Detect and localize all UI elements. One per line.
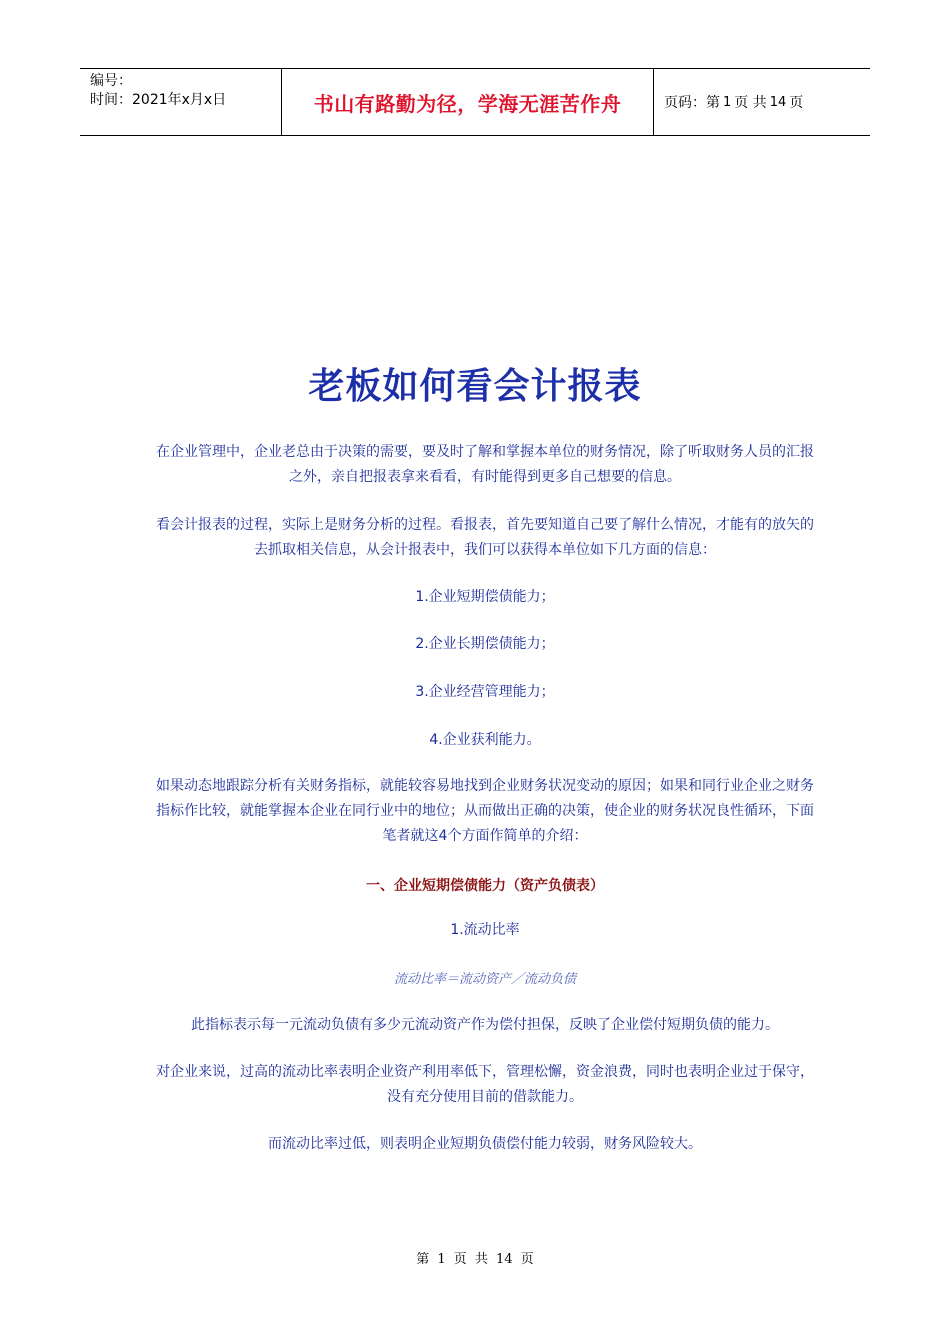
section-heading-short-term: 一、企业短期偿债能力（资产负债表） xyxy=(366,878,604,894)
header-meta xyxy=(80,69,282,135)
header-motto: 书山有路勤为径，学海无涯苦作舟 xyxy=(282,69,654,135)
formula-current-ratio: 流动比率＝流动资产／流动负债 xyxy=(393,972,576,987)
list-item-management: 3.企业经营管理能力； xyxy=(415,684,555,700)
header-page-info xyxy=(654,69,870,135)
header-table xyxy=(80,68,870,136)
page-prefix: 页码：第 xyxy=(664,95,720,111)
serial-label: 编号： xyxy=(90,73,132,89)
page-total: 14 xyxy=(769,94,787,110)
paragraph-process: 看会计报表的过程，实际上是财务分析的过程。看报表，首先要知道自己要了解什么情况，才能有的放矢的去抓取相关信息，从会计报表中，我们可以获得本单位如下几方面的信息： xyxy=(156,517,814,558)
paragraph-intro: 在企业管理中，企业老总由于决策的需要，要及时了解和掌握本单位的财务情况，除了听取财务人员的汇报之外，亲自把报表拿来看看，有时能得到更多自己想要的信息。 xyxy=(156,444,814,485)
paragraph-ratio-meaning: 此指标表示每一元流动负债有多少元流动资产作为偿付担保，反映了企业偿付短期负债的能力。 xyxy=(191,1017,779,1033)
list-item-short-term: 1.企业短期偿债能力； xyxy=(415,589,555,605)
page-footer: 第 1 页 共 14 页 xyxy=(416,1252,534,1267)
list-item-profit: 4.企业获利能力。 xyxy=(429,732,541,748)
paragraph-ratio-low: 而流动比率过低，则表明企业短期负债偿付能力较弱，财务风险较大。 xyxy=(268,1136,702,1152)
list-item-long-term: 2.企业长期偿债能力； xyxy=(415,636,555,652)
subheading-current-ratio: 1.流动比率 xyxy=(450,922,520,938)
page-current: 1 xyxy=(723,94,732,110)
paragraph-ratio-high: 对企业来说，过高的流动比率表明企业资产利用率低下，管理松懈，资金浪费，同时也表明企业过于保守，没有充分使用目前的借款能力。 xyxy=(156,1064,814,1105)
page-mid: 页 共 xyxy=(734,95,767,111)
time-label: 时间：2021年x月x日 xyxy=(90,92,227,108)
document-title: 老板如何看会计报表 xyxy=(308,366,642,407)
page-suffix: 页 xyxy=(789,95,804,111)
paragraph-tracking: 如果动态地跟踪分析有关财务指标，就能较容易地找到企业财务状况变动的原因；如果和同行业企业之财务指标作比较，就能掌握本企业在同行业中的地位；从而做出正确的决策，使企业的财务状况良性循环，下面笔者就这4个方面作简单的介绍： xyxy=(156,778,814,844)
